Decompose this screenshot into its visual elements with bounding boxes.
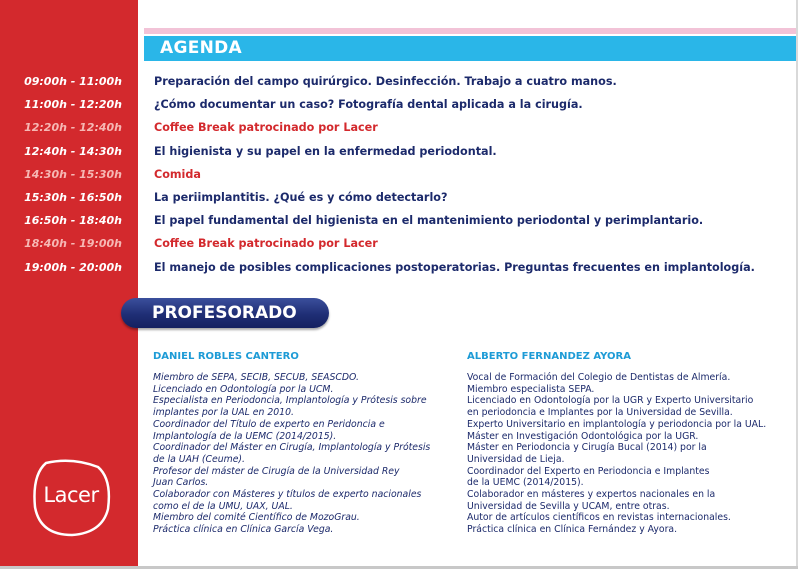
bio-line: Miembro del comité Científico de MozoGrau. [153,512,360,524]
agenda-session: El papel fundamental del higienista en el mantenimiento periodontal y perimplantario. [154,214,704,228]
bio-line: Universidad de Lieja. [467,453,565,465]
agenda-row [0,72,796,95]
bio-line: como el de la UMU, UAX, UAL. [153,500,293,512]
agenda-time: 11:00h - 12:20h [24,98,122,112]
bio-line: Coordinador del Experto en Periodoncia e Implantes [467,465,710,477]
agenda-session: ¿Cómo documentar un caso? Fotografía dental aplicada a la cirugía. [154,98,583,112]
agenda-time: 15:30h - 16:50h [24,190,122,204]
bio-line: Universidad de Sevilla y UCAM, entre otras. [467,500,670,512]
agenda-break: Comida [154,167,201,181]
bio-line: Miembro especialista SEPA. [467,383,595,395]
bio-line: Licenciado en Odontología por la UGR y Experto Universitario [467,395,754,407]
agenda-break: Coffee Break patrocinado por Lacer [154,121,378,135]
agenda-row [0,165,796,188]
profesorado-title: PROFESORADO [152,303,297,323]
bio-line: Práctica clínica en Clínica García Vega. [153,524,334,536]
bio-line: Máster en Periodoncia y Cirugía Bucal (2014) por la [467,442,707,454]
bio-line: Profesor del máster de Cirugía de la Universidad Rey [153,465,400,477]
agenda-time: 18:40h - 19:00h [24,237,122,251]
bio-line: Licenciado en Odontología por la UCM. [153,383,334,395]
bio-line: Especialista en Periodoncia, Implantología y Prótesis sobre [153,395,427,407]
bio-line: Coordinador del Título de experto en Peridoncia e [153,418,385,430]
agenda-break: Coffee Break patrocinado por Lacer [154,237,378,251]
bio-line: Colaborador con Másteres y títulos de experto nacionales [153,489,422,501]
bio-line: Vocal de Formación del Colegio de Dentistas de Almería. [467,372,731,383]
bio-line: Implantología de la UEMC (2014/2015). [153,430,337,442]
agenda-time: 14:30h - 15:30h [24,167,122,181]
agenda-row [0,258,796,281]
right-instructor-bio [467,372,766,536]
bio-line: Autor de artículos científicos en revistas internacionales. [467,512,731,524]
agenda-session: El manejo de posibles complicaciones postoperatorias. Preguntas frecuentes en implantología. [154,260,755,274]
bio-line: Práctica clínica en Clínica Fernández y Ayora. [467,524,678,536]
agenda-session: Preparación del campo quirúrgico. Desinfección. Trabajo a cuatro manos. [154,75,617,88]
left-instructor-bio [153,372,430,536]
agenda-time: 12:40h - 14:30h [24,144,122,158]
bio-line: Juan Carlos. [153,477,209,489]
right-instructor-name: ALBERTO FERNANDEZ AYORA [467,351,631,362]
agenda-time: 19:00h - 20:00h [24,260,122,274]
bio-line: Colaborador en másteres y expertos nacionales en la [467,489,716,501]
agenda-schedule [0,72,796,281]
agenda-row [0,188,796,211]
agenda-time: 12:20h - 12:40h [24,121,122,135]
bio-line: Máster en Investigación Odontológica por la UGR. [467,430,699,442]
lacer-logo-text: Lacer [43,483,99,507]
bio-line: de la UAH (Ceume). [153,453,246,465]
bio-line: de la UEMC (2014/2015). [467,477,584,489]
agenda-row [0,118,796,141]
agenda-row [0,95,796,118]
bio-line: implantes por la UAL en 2010. [153,407,294,419]
bio-line: en periodoncia e Implantes por la Universidad de Sevilla. [467,407,733,419]
agenda-row [0,142,796,165]
agenda-row [0,234,796,257]
agenda-row [0,211,796,234]
bio-line: Coordinador del Máster en Cirugía, Implantología y Prótesis [153,442,431,454]
bio-line: Miembro de SEPA, SECIB, SECUB, SEASCDO. [153,372,359,383]
agenda-title: AGENDA [160,38,243,58]
bio-line: Experto Universitario en implantología y periodoncia por la UAL. [467,418,767,430]
left-instructor-name: DANIEL ROBLES CANTERO [153,351,299,362]
agenda-time: 16:50h - 18:40h [24,214,122,228]
header-pink-stripe [144,28,796,34]
agenda-session: La periimplantitis. ¿Qué es y cómo detectarlo? [154,190,448,204]
agenda-session: El higienista y su papel en la enfermedad periodontal. [154,144,497,158]
agenda-time: 09:00h - 11:00h [24,75,122,88]
